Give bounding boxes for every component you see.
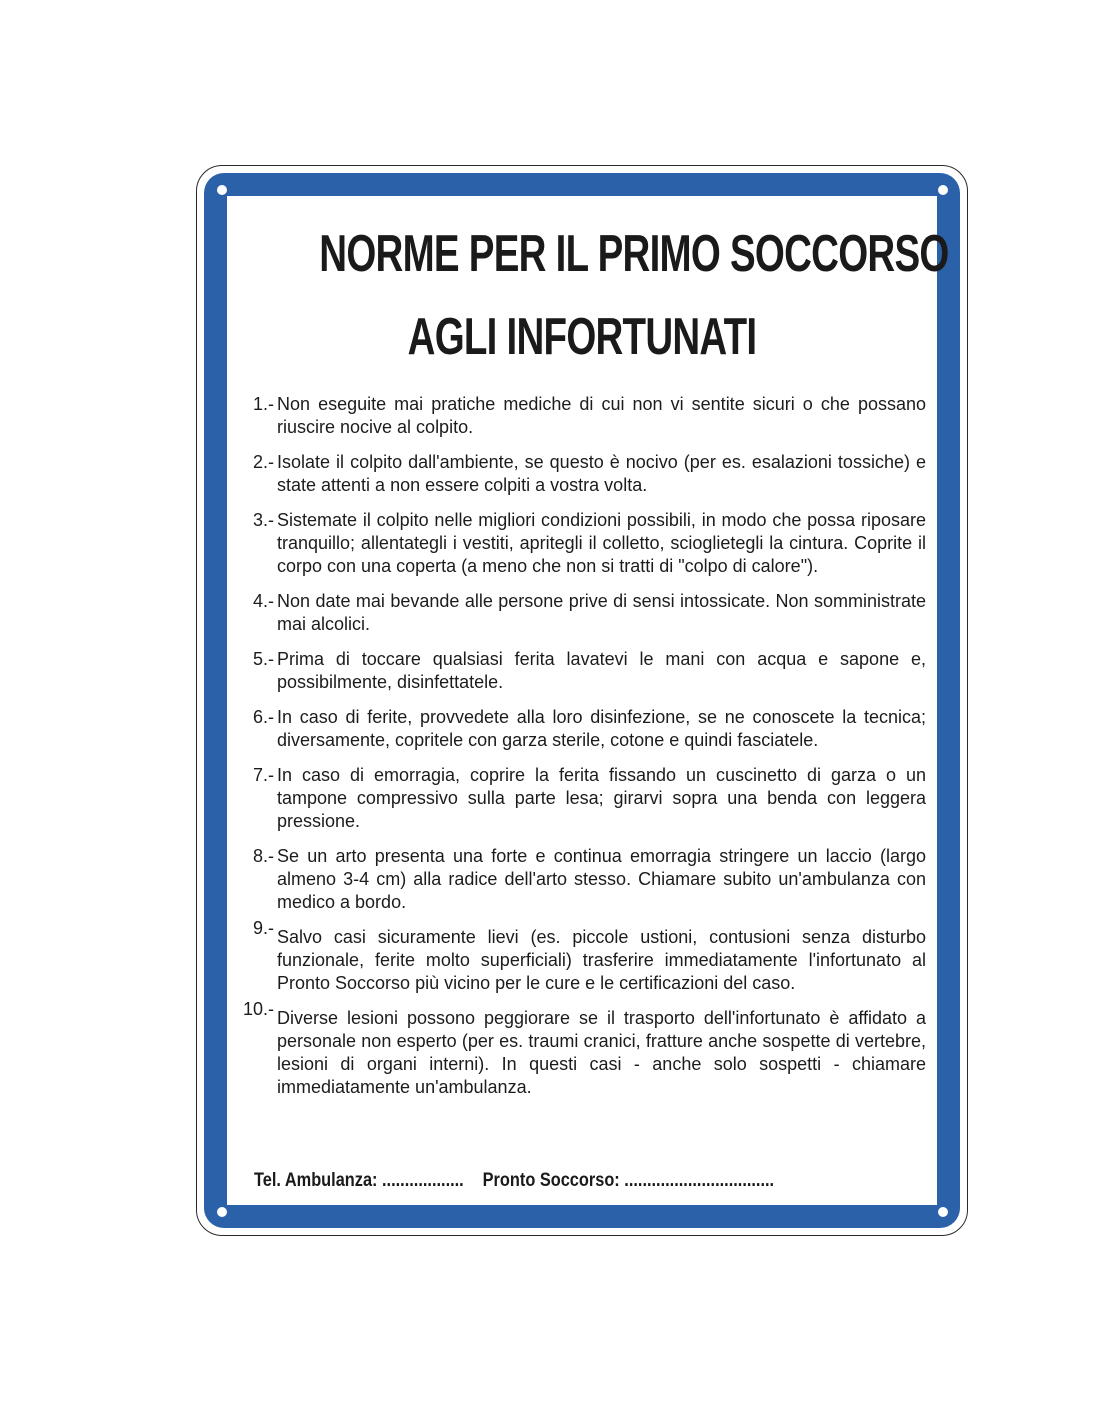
rule-text: Salvo casi sicuramente lievi (es. piccole ustioni, contusioni senza disturbo funzionale, ferite molto superficiali) trasferire immediatamente l'infortunato al Pronto Soccorso più vicino per le cure e le certificazioni del caso.	[277, 927, 926, 993]
rule-text: In caso di ferite, provvedete alla loro disinfezione, se ne conoscete la tecnica; diversamente, copritele con garza sterile, cotone e quindi fasciatele.	[277, 707, 926, 750]
sign-title-line1: NORME PER IL PRIMO SOCCORSO	[319, 225, 949, 283]
rule-number: 7.-	[252, 765, 274, 785]
sign-title-line2: AGLI INFORTUNATI	[407, 308, 757, 366]
rule-text: Non date mai bevande alle persone prive di sensi intossicate. Non somministrate mai alcolici.	[277, 591, 926, 634]
mounting-hole-icon	[938, 185, 948, 195]
rule-text: Sistemate il colpito nelle migliori condizioni possibili, in modo che possa riposare tranquillo; allentategli i vestiti, apritegli il colletto, scioglietegli la cintura. Coprite il corpo con una coperta (a meno che non si tratti di "colpo di calore").	[277, 510, 926, 576]
rule-text: In caso di emorragia, coprire la ferita fissando un cuscinetto di garza o un tampone compressivo sulla parte lesa; girarvi sopra una benda con leggera pressione.	[277, 765, 926, 831]
rule-number: 3.-	[252, 510, 274, 530]
rule-text: Diverse lesioni possono peggiorare se il trasporto dell'infortunato è affidato a personale non esperto (per es. traumi cranici, fratture anche sospette di vertebre, lesioni di organi interni). In questi casi - anche solo sospetti - chiamare immediatamente un'ambulanza.	[277, 1008, 926, 1097]
rule-item	[232, 509, 926, 578]
rule-item	[232, 648, 926, 694]
rule-item	[232, 706, 926, 752]
rule-text: Isolate il colpito dall'ambiente, se questo è nocivo (per es. esalazioni tossiche) e state attenti a non essere colpiti a vostra volta.	[277, 452, 926, 495]
rule-item	[232, 451, 926, 497]
mounting-hole-icon	[217, 185, 227, 195]
mounting-hole-icon	[217, 1207, 227, 1217]
rule-number: 4.-	[252, 591, 274, 611]
rule-item	[232, 590, 926, 636]
rule-number: 2.-	[252, 452, 274, 472]
rule-text: Non eseguite mai pratiche mediche di cui non vi sentite sicuri o che possano riuscire nocive al colpito.	[277, 394, 926, 437]
rule-number: 1.-	[252, 394, 274, 414]
rule-text: Prima di toccare qualsiasi ferita lavatevi le mani con acqua e sapone e, possibilmente, disinfettatele.	[277, 649, 926, 692]
rule-number: 10.-	[242, 999, 274, 1019]
mounting-hole-icon	[938, 1207, 948, 1217]
rule-number: 5.-	[252, 649, 274, 669]
rule-number: 6.-	[252, 707, 274, 727]
rule-number: 9.-	[252, 918, 274, 938]
rule-item	[232, 393, 926, 439]
rule-item	[232, 764, 926, 833]
rule-text: Se un arto presenta una forte e continua emorragia stringere un laccio (largo almeno 3-4 cm) alla radice dell'arto stesso. Chiamare subito un'ambulanza con medico a bordo.	[277, 846, 926, 912]
rule-item	[232, 999, 926, 1099]
rule-item	[232, 918, 926, 995]
ambulance-phone-label: Tel. Ambulanza: ..................	[254, 1170, 464, 1191]
first-aid-label: Pronto Soccorso: .................................	[482, 1170, 775, 1191]
rule-item	[232, 845, 926, 914]
sign-footer	[254, 1170, 774, 1192]
rules-list	[232, 393, 926, 1111]
rule-number: 8.-	[252, 846, 274, 866]
